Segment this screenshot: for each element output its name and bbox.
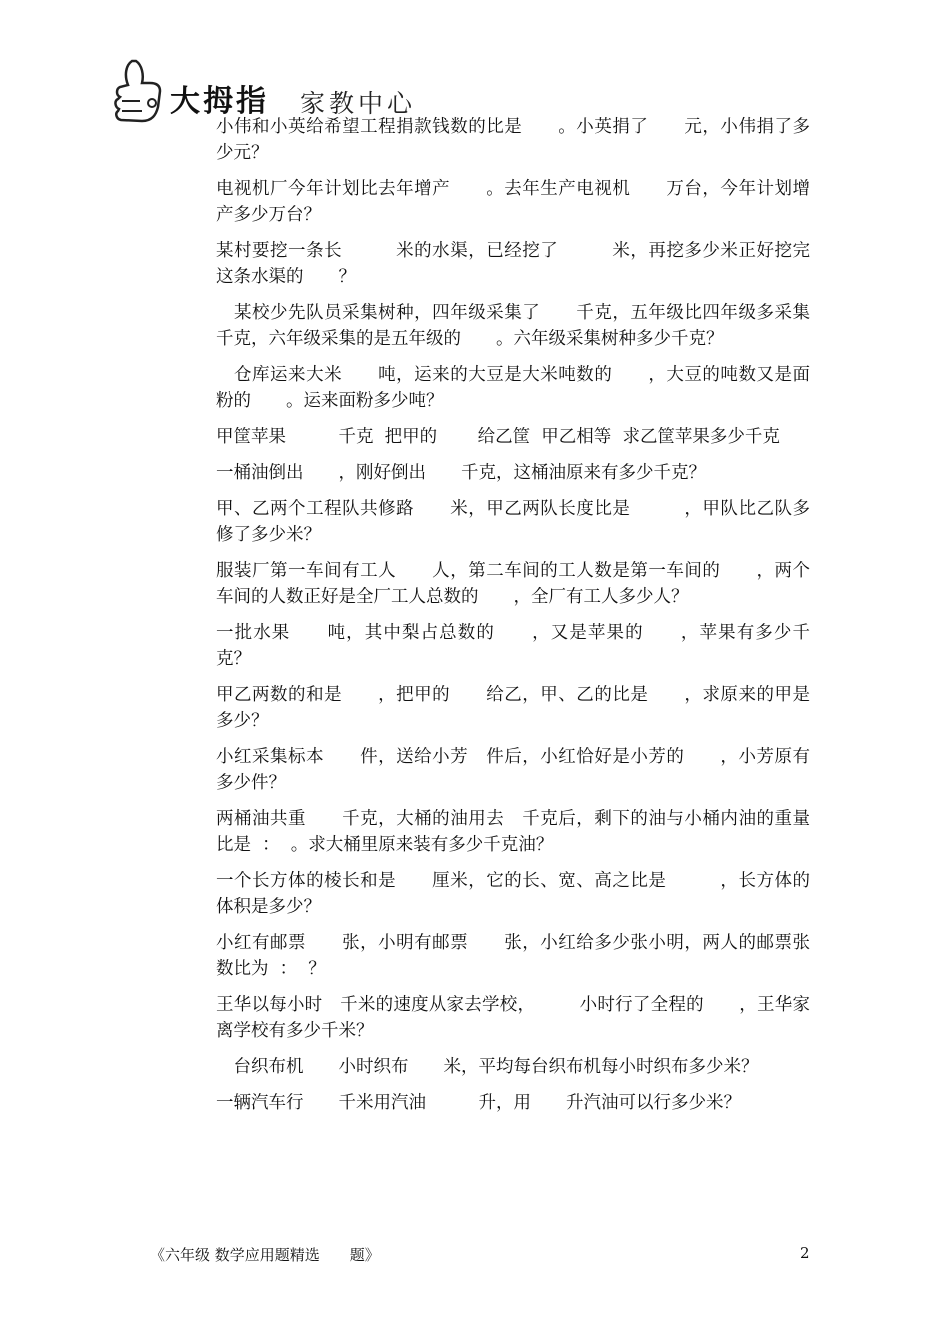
thumbs-up-icon xyxy=(112,55,170,125)
problem-item: 某校少先队员采集树种，四年级采集了 千克，五年级比四年级多采集 千克，六年级采集的是五年级的 。六年级采集树种多少千克？ xyxy=(216,303,845,349)
problem-item: 一辆汽车行 千米用汽油 升，用 升汽油可以行多少米？ xyxy=(216,1093,741,1113)
problem-item: 甲、乙两个工程队共修路 米，甲乙两队长度比是 ，甲队比乙队多修了多少米？ xyxy=(216,499,810,545)
problem-item: 王华以每小时 千米的速度从家去学校， 小时行了全程的 ，王华家离学校有多少千米？ xyxy=(216,995,810,1041)
problem-item: 仓库运来大米 吨，运来的大豆是大米吨数的 ，大豆的吨数又是面粉的 。运来面粉多少吨？ xyxy=(216,365,810,411)
center-name: 家教中心 xyxy=(300,89,417,118)
problem-item: 两桶油共重 千克，大桶的油用去 千克后，剩下的油与小桶内油的重量比是 ： 。求大桶里原来装有多少千克油？ xyxy=(216,809,810,855)
problem-item: 一桶油倒出 ，刚好倒出 千克，这桶油原来有多少千克？ xyxy=(216,463,706,483)
problem-item: 甲筐苹果 千克 把甲的 给乙筐 甲乙相等 求乙筐苹果多少千克 xyxy=(216,427,780,447)
problem-list xyxy=(216,114,845,1126)
problem-item: 甲乙两数的和是 ，把甲的 给乙，甲、乙的比是 ，求原来的甲是多少？ xyxy=(216,685,810,731)
problem-item: 电视机厂今年计划比去年增产 。去年生产电视机 万台，今年计划增产多少万台？ xyxy=(216,179,810,225)
page-number: 2 xyxy=(800,1244,810,1262)
problem-item: 小红采集标本 件，送给小芳 件后，小红恰好是小芳的 ，小芳原有多少件？ xyxy=(216,747,810,793)
problem-item: 小伟和小英给希望工程捐款钱数的比是 。小英捐了 元，小伟捐了多少元？ xyxy=(216,117,810,163)
problem-item: 服装厂第一车间有工人 人，第二车间的工人数是第一车间的 ，两个车间的人数正好是全厂工人总数的 ，全厂有工人多少人？ xyxy=(216,561,810,607)
footer-title: 《六年级 数学应用题精选 题》 xyxy=(150,1246,380,1264)
problem-item: 某村要挖一条长 米的水渠，已经挖了 米，再挖多少米正好挖完这条水渠的 ？ xyxy=(216,241,810,287)
problem-item: 一个长方体的棱长和是 厘米，它的长、宽、高之比是 ，长方体的体积是多少？ xyxy=(216,871,810,917)
problem-item: 小红有邮票 张，小明有邮票 张，小红给多少张小明，两人的邮票张数比为 ： ？ xyxy=(216,933,810,979)
problem-item: 台织布机 小时织布 米，平均每台织布机每小时织布多少米？ xyxy=(216,1057,759,1077)
brand-name: 大拇指 xyxy=(170,84,269,119)
problem-item: 一批水果 吨，其中梨占总数的 ，又是苹果的 ，苹果有多少千克？ xyxy=(216,623,810,669)
